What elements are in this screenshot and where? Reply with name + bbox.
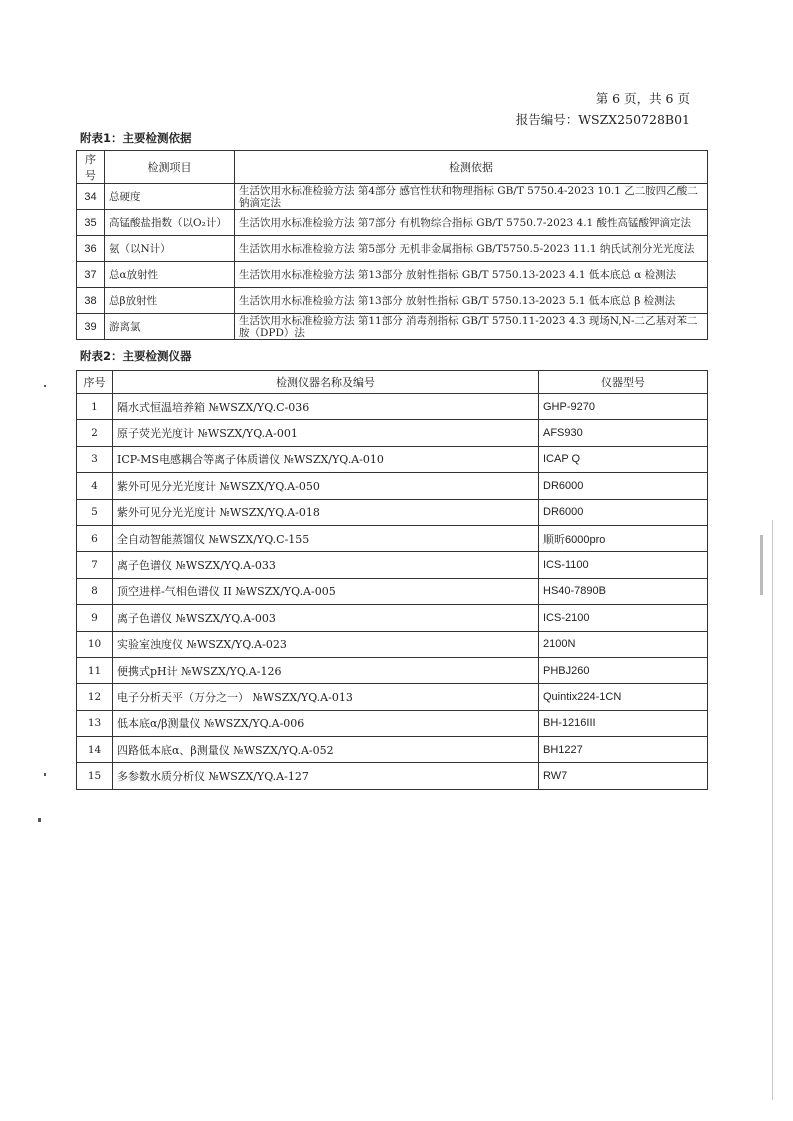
table-header-row (77, 151, 708, 184)
column-header-item: 检测项目 (105, 151, 235, 184)
row-no: 11 (77, 657, 113, 683)
row-model: DR6000 (539, 473, 708, 499)
table-row (77, 394, 708, 420)
table-row (77, 525, 708, 551)
table-header-row (77, 371, 708, 394)
instruments-table (76, 370, 708, 790)
table1-title: 附表1：主要检测依据 (80, 131, 192, 145)
row-instrument: 四路低本底α、β测量仪 №WSZX/YQ.A-052 (113, 737, 539, 763)
row-no: 9 (77, 605, 113, 631)
row-model: BH1227 (539, 737, 708, 763)
row-no: 4 (77, 473, 113, 499)
row-instrument: 原子荧光光度计 №WSZX/YQ.A-001 (113, 420, 539, 446)
row-instrument: 低本底α/β测量仪 №WSZX/YQ.A-006 (113, 710, 539, 736)
table-row (77, 499, 708, 525)
row-no: 1 (77, 394, 113, 420)
table-row (77, 684, 708, 710)
row-instrument: 紫外可见分光光度计 №WSZX/YQ.A-050 (113, 473, 539, 499)
table-row (77, 631, 708, 657)
row-item: 氨（以N计） (105, 236, 235, 262)
row-no: 6 (77, 525, 113, 551)
row-no: 10 (77, 631, 113, 657)
table-row (77, 763, 708, 789)
column-header-basis: 检测依据 (235, 151, 708, 184)
row-no: 36 (77, 236, 105, 262)
row-model: ICS-1100 (539, 552, 708, 578)
report-number: 报告编号：WSZX250728B01 (515, 112, 690, 127)
table-row (77, 446, 708, 472)
row-instrument: 离子色谱仪 №WSZX/YQ.A-003 (113, 605, 539, 631)
row-item: 高锰酸盐指数（以O₂计） (105, 210, 235, 236)
table-row (77, 552, 708, 578)
column-header-no: 序号 (77, 371, 113, 394)
table-row (77, 314, 708, 340)
row-model: AFS930 (539, 420, 708, 446)
row-model: RW7 (539, 763, 708, 789)
table-row (77, 710, 708, 736)
table-row (77, 236, 708, 262)
row-no: 35 (77, 210, 105, 236)
row-instrument: 全自动智能蒸馏仪 №WSZX/YQ.C-155 (113, 525, 539, 551)
row-no: 5 (77, 499, 113, 525)
row-instrument: 紫外可见分光光度计 №WSZX/YQ.A-018 (113, 499, 539, 525)
row-basis: 生活饮用水标准检验方法 第7部分 有机物综合指标 GB/T 5750.7-2023 4.1 酸性高锰酸钾滴定法 (235, 210, 708, 236)
row-basis: 生活饮用水标准检验方法 第13部分 放射性指标 GB/T 5750.13-2023 4.1 低本底总 α 检测法 (235, 262, 708, 288)
row-no: 34 (77, 184, 105, 210)
table-row (77, 737, 708, 763)
table-row (77, 578, 708, 604)
row-model: GHP-9270 (539, 394, 708, 420)
table2-title: 附表2：主要检测仪器 (80, 349, 192, 363)
row-no: 13 (77, 710, 113, 736)
row-model: ICS-2100 (539, 605, 708, 631)
column-header-no: 序号 (77, 151, 105, 184)
scan-edge-line (772, 520, 773, 1100)
row-item: 总硬度 (105, 184, 235, 210)
row-model: PHBJ260 (539, 657, 708, 683)
row-model: ICAP Q (539, 446, 708, 472)
scan-dot (38, 818, 41, 822)
row-no: 14 (77, 737, 113, 763)
testing-basis-table (76, 150, 708, 340)
row-basis: 生活饮用水标准检验方法 第11部分 消毒剂指标 GB/T 5750.11-2023 4.3 现场N,N-二乙基对苯二胺（DPD）法 (235, 314, 708, 340)
row-no: 15 (77, 763, 113, 789)
row-instrument: 顶空进样-气相色谱仪 II №WSZX/YQ.A-005 (113, 578, 539, 604)
table-row (77, 262, 708, 288)
row-model: BH-1216III (539, 710, 708, 736)
row-instrument: 便携式pH计 №WSZX/YQ.A-126 (113, 657, 539, 683)
table-row (77, 184, 708, 210)
scan-dot (44, 385, 46, 387)
row-item: 总α放射性 (105, 262, 235, 288)
row-model: DR6000 (539, 499, 708, 525)
row-instrument: 隔水式恒温培养箱 №WSZX/YQ.C-036 (113, 394, 539, 420)
row-model: Quintix224-1CN (539, 684, 708, 710)
row-no: 12 (77, 684, 113, 710)
row-no: 37 (77, 262, 105, 288)
row-model: HS40-7890B (539, 578, 708, 604)
row-no: 3 (77, 446, 113, 472)
page-number: 第 6 页，共 6 页 (595, 91, 690, 106)
row-no: 7 (77, 552, 113, 578)
column-header-model: 仪器型号 (539, 371, 708, 394)
row-instrument: 实验室浊度仪 №WSZX/YQ.A-023 (113, 631, 539, 657)
row-model: 顺昕6000pro (539, 525, 708, 551)
table-row (77, 473, 708, 499)
row-instrument: 离子色谱仪 №WSZX/YQ.A-033 (113, 552, 539, 578)
row-no: 2 (77, 420, 113, 446)
row-instrument: 电子分析天平（万分之一） №WSZX/YQ.A-013 (113, 684, 539, 710)
table-row (77, 605, 708, 631)
row-no: 8 (77, 578, 113, 604)
row-model: 2100N (539, 631, 708, 657)
row-instrument: ICP-MS电感耦合等离子体质谱仪 №WSZX/YQ.A-010 (113, 446, 539, 472)
column-header-instrument: 检测仪器名称及编号 (113, 371, 539, 394)
row-no: 39 (77, 314, 105, 340)
row-basis: 生活饮用水标准检验方法 第4部分 感官性状和物理指标 GB/T 5750.4-2023 10.1 乙二胺四乙酸二钠滴定法 (235, 184, 708, 210)
table-row (77, 420, 708, 446)
row-item: 总β放射性 (105, 288, 235, 314)
row-basis: 生活饮用水标准检验方法 第13部分 放射性指标 GB/T 5750.13-2023 5.1 低本底总 β 检测法 (235, 288, 708, 314)
row-instrument: 多参数水质分析仪 №WSZX/YQ.A-127 (113, 763, 539, 789)
binding-hole-mark (760, 535, 763, 595)
scan-dot (44, 773, 46, 776)
row-basis: 生活饮用水标准检验方法 第5部分 无机非金属指标 GB/T5750.5-2023 11.1 纳氏试剂分光光度法 (235, 236, 708, 262)
row-item: 游离氯 (105, 314, 235, 340)
table-row (77, 210, 708, 236)
row-no: 38 (77, 288, 105, 314)
table-row (77, 657, 708, 683)
table-row (77, 288, 708, 314)
